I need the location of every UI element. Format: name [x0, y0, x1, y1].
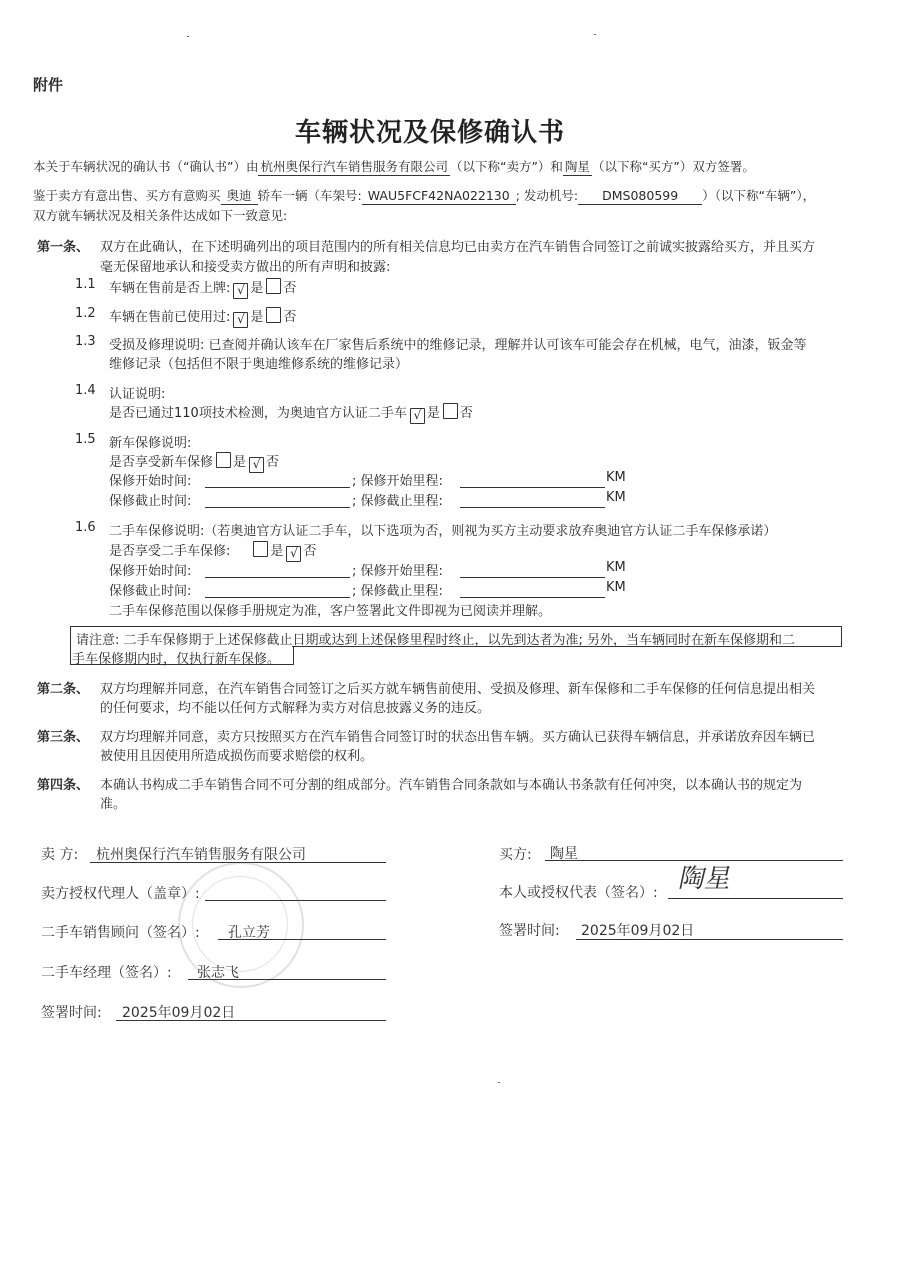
buyer-name-field: 陶星	[564, 159, 590, 174]
article-3-text-a: 双方均理解并同意，卖方只按照买方在汽车销售合同签订时的状态出售车辆。买方确认已获得车辆信息，并承诺放弃因车辆已	[100, 730, 816, 745]
seller-date: 2025年09月02日	[122, 1005, 236, 1021]
checkbox-used-yes[interactable]: √	[233, 312, 248, 328]
checkbox-certified-no[interactable]	[443, 403, 458, 419]
buyer-date: 2025年09月02日	[581, 923, 695, 939]
agent-label: 卖方授权代理人（盖章）:	[41, 886, 200, 902]
item-1-3-number: 1.3	[75, 334, 96, 349]
seller-name-field: 杭州奥保行汽车销售服务有限公司	[260, 159, 448, 174]
checkbox-plated-no[interactable]	[266, 278, 281, 294]
used-warranty-start-time-line[interactable]	[205, 577, 350, 578]
article-2-text-a: 双方均理解并同意，在汽车销售合同签订之后买方就车辆售前使用、受损及修理、新车保修和二手车保修的任何信息提出相关	[100, 682, 816, 697]
buyer-rep-line	[668, 898, 843, 899]
checkbox-new-warranty-no[interactable]: √	[249, 457, 264, 473]
article-1-text-b: 毫无保留地承认和接受卖方做出的所有声明和披露:	[100, 260, 391, 275]
checkbox-used-no[interactable]	[266, 307, 281, 323]
note-text-a: 请注意: 二手车保修期于上述保修截止日期或达到上述保修里程时终止，以先到达者为准; 另外，当车辆同时在新车保修期和二	[76, 633, 796, 648]
seller-value: 杭州奥保行汽车销售服务有限公司	[96, 847, 306, 863]
item-1-5-heading: 新车保修说明:	[109, 436, 192, 451]
attachment-label: 附件	[33, 76, 64, 94]
checkbox-new-warranty-yes[interactable]	[216, 452, 231, 468]
item-1-5-question: 是否享受新车保修 是 √ 否	[109, 451, 279, 473]
intro-line-2: 鉴于卖方有意出售、买方有意购买 奥迪 轿车一辆（车架号: WAU5FCF42NA022130 ; 发动机号: DMS080599 ）（以下称“车辆”），	[33, 188, 816, 203]
scan-speck	[498, 1082, 500, 1083]
used-warranty-end-km-label: ; 保修截止里程:	[352, 584, 443, 599]
article-4-text-b: 准。	[100, 797, 127, 812]
item-1-2: 车辆在售前已使用过: √ 是 否	[109, 306, 296, 328]
item-1-3-text-a: 受损及修理说明: 已查阅并确认该车在厂家售后系统中的维修记录，理解并认可该车可能会存在机械，电气，油漆，钣金等	[109, 338, 807, 353]
engine-number-field: DMS080599	[578, 188, 702, 205]
buyer-handwritten-signature: 陶星	[676, 864, 735, 894]
new-warranty-end-km-label: ; 保修截止里程:	[352, 494, 443, 509]
checkbox-used-warranty-no[interactable]: √	[286, 546, 301, 562]
article-1-text-a: 双方在此确认，在下述明确列出的项目范围内的所有相关信息均已由卖方在汽车销售合同签订之前诚实披露给买方，并且买方	[100, 240, 816, 255]
item-1-5-number: 1.5	[75, 432, 96, 447]
article-2-text-b: 的任何要求，均不能以任何方式解释为卖方对信息披露义务的违反。	[100, 701, 491, 716]
intro-line-1: 本关于车辆状况的确认书（“确认书”）由 杭州奥保行汽车销售服务有限公司 （以下称“卖方”）和 陶星 （以下称“买方”）双方签署。	[33, 159, 755, 174]
item-1-4-heading: 认证说明:	[109, 387, 166, 402]
article-4-label: 第四条、	[37, 778, 90, 793]
new-warranty-start-km-line[interactable]	[460, 487, 605, 488]
item-1-1-number: 1.1	[75, 277, 96, 292]
seller-date-label: 签署时间:	[41, 1005, 102, 1021]
item-1-4-question: 是否已通过110项技术检测，为奥迪官方认证二手车 √ 是 否	[109, 402, 473, 424]
item-1-2-number: 1.2	[75, 306, 96, 321]
km-unit: KM	[606, 560, 626, 575]
item-1-6-scope: 二手车保修范围以保修手册规定为准，客户签署此文件即视为已阅读并理解。	[109, 604, 552, 619]
new-warranty-start-km-label: ; 保修开始里程:	[352, 474, 443, 489]
scan-speck	[187, 36, 189, 37]
vin-field: WAU5FCF42NA022130	[362, 188, 516, 205]
used-warranty-end-time-line[interactable]	[205, 597, 350, 598]
note-text-b: 手车保修期内时，仅执行新车保修。	[72, 652, 281, 667]
advisor-value: 孔立芳	[228, 925, 270, 941]
item-1-1: 车辆在售前是否上牌: √ 是 否	[109, 277, 296, 299]
new-warranty-end-km-line[interactable]	[460, 507, 605, 508]
km-unit: KM	[606, 580, 626, 595]
buyer-value: 陶星	[550, 846, 578, 862]
checkbox-plated-yes[interactable]: √	[233, 283, 248, 299]
manager-label: 二手车经理（签名）:	[41, 965, 172, 981]
used-warranty-end-km-line[interactable]	[460, 597, 605, 598]
article-2-label: 第二条、	[37, 682, 90, 697]
new-warranty-end-time-label: 保修截止时间:	[109, 494, 192, 509]
item-1-6-question: 是否享受二手车保修: 是 √ 否	[109, 540, 316, 562]
manager-value: 张志飞	[197, 965, 239, 981]
article-4-text-a: 本确认书构成二手车销售合同不可分割的组成部分。汽车销售合同条款如与本确认书条款有任何冲突，以本确认书的规定为	[100, 778, 803, 793]
used-warranty-start-km-line[interactable]	[460, 577, 605, 578]
km-unit: KM	[606, 470, 626, 485]
new-warranty-end-time-line[interactable]	[205, 507, 350, 508]
buyer-label: 买方:	[499, 847, 532, 863]
scan-speck	[594, 34, 596, 35]
item-1-4-number: 1.4	[75, 383, 96, 398]
intro-line-3: 双方就车辆状况及相关条件达成如下一致意见:	[33, 208, 288, 223]
used-warranty-start-time-label: 保修开始时间:	[109, 564, 192, 579]
buyer-rep-label: 本人或授权代表（签名）:	[499, 885, 658, 901]
km-unit: KM	[606, 490, 626, 505]
item-1-6-number: 1.6	[75, 520, 96, 535]
seller-label: 卖 方:	[41, 847, 79, 863]
checkbox-used-warranty-yes[interactable]	[253, 541, 268, 557]
used-warranty-end-time-label: 保修截止时间:	[109, 584, 192, 599]
advisor-label: 二手车销售顾问（签名）:	[41, 925, 200, 941]
article-1-label: 第一条、	[37, 240, 90, 255]
brand-field: 奥迪	[221, 188, 258, 205]
new-warranty-start-time-label: 保修开始时间:	[109, 474, 192, 489]
agent-stamp-line[interactable]	[205, 900, 386, 901]
article-3-text-b: 被使用且因使用所造成损伤而要求赔偿的权利。	[100, 749, 374, 764]
article-3-label: 第三条、	[37, 730, 90, 745]
page-title: 车辆状况及保修确认书	[295, 118, 566, 148]
item-1-3-text-b: 维修记录（包括但不限于奥迪维修系统的维修记录）	[109, 357, 409, 372]
used-warranty-start-km-label: ; 保修开始里程:	[352, 564, 443, 579]
item-1-6-heading: 二手车保修说明:（若奥迪官方认证二手车，以下选项为否，则视为买方主动要求放弃奥迪官方认证二手车保修承诺）	[109, 524, 777, 539]
buyer-date-label: 签署时间:	[499, 923, 560, 939]
new-warranty-start-time-line[interactable]	[205, 487, 350, 488]
checkbox-certified-yes[interactable]: √	[410, 408, 425, 424]
